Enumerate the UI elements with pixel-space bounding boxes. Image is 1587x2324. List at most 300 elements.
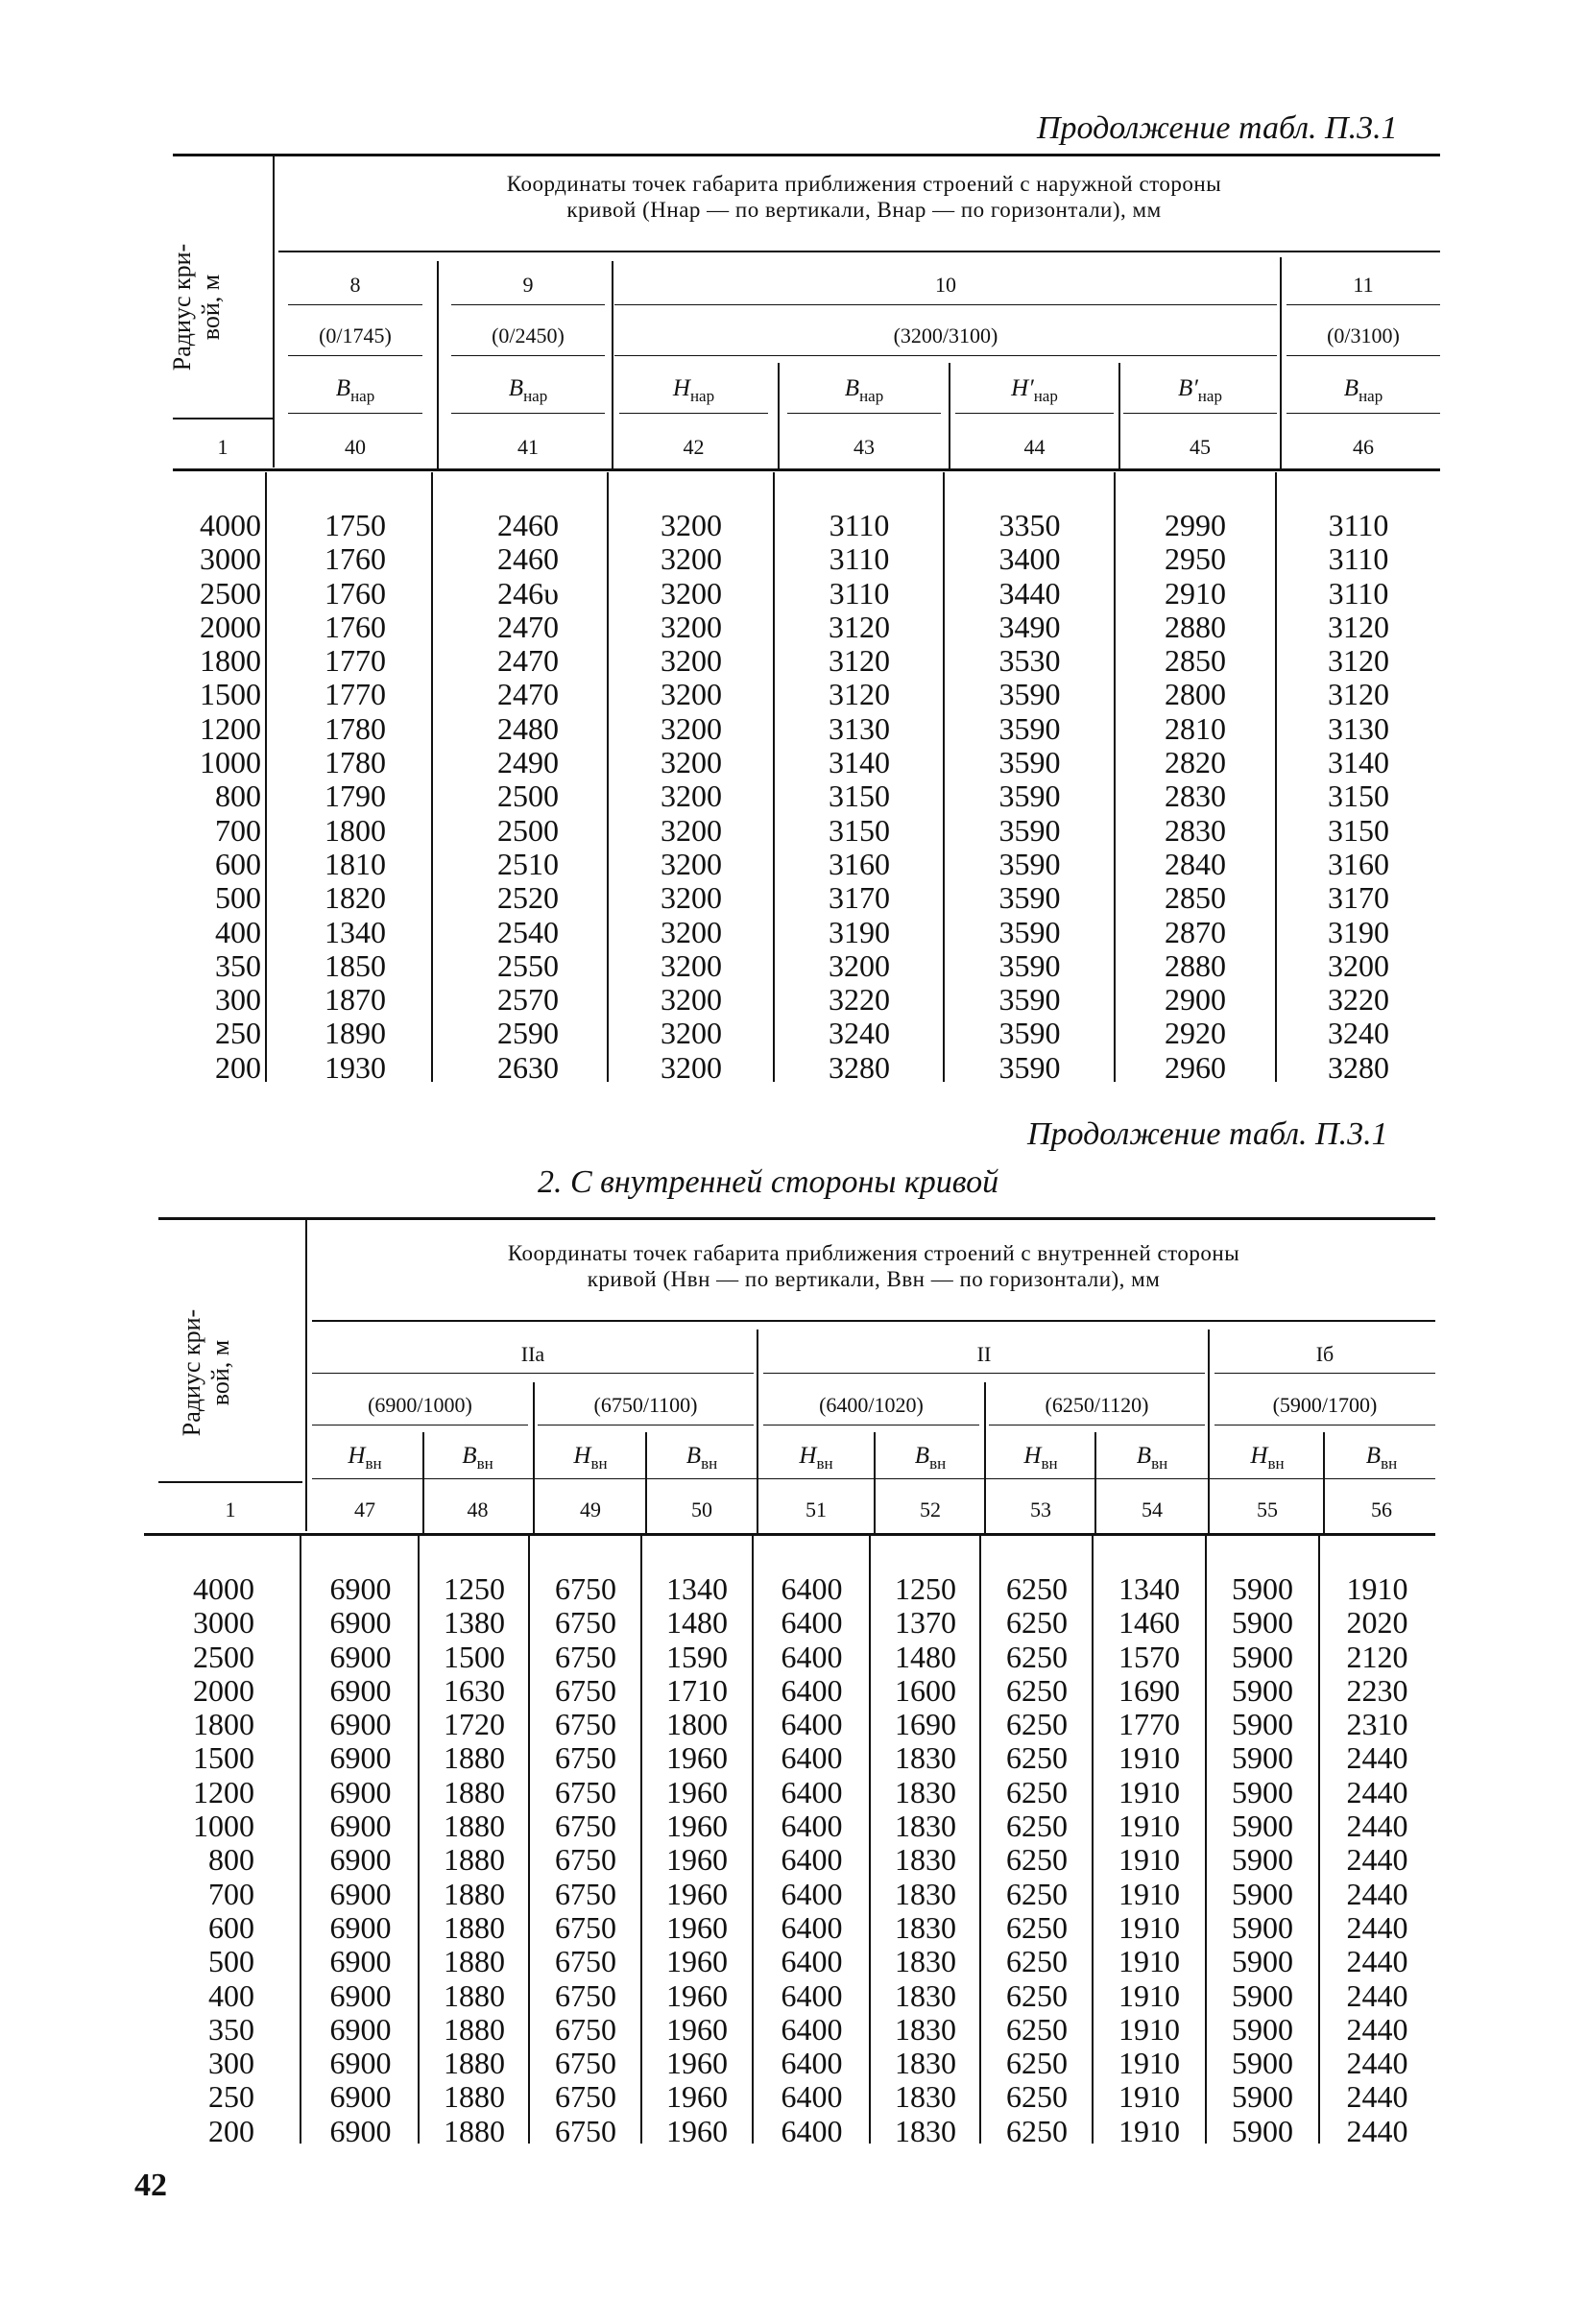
table2-column-51 bbox=[757, 1572, 867, 2148]
table2-value-cell: 6400 bbox=[781, 1639, 843, 1674]
table2-value-cell: 1830 bbox=[895, 1977, 956, 2013]
table1-value-cell: 3590 bbox=[998, 914, 1061, 949]
table2-main-header: Координаты точек габарита приближения строений с внутренней стороны кривой (Hвн — по вертикали, Bвн — по горизонтали), мм bbox=[507, 1241, 1240, 1291]
table2-radius-cell: 1200 bbox=[193, 1774, 254, 1809]
table2-group-IIa: IIа bbox=[520, 1342, 545, 1366]
table2-value-cell: 2440 bbox=[1346, 2011, 1408, 2047]
table2-stub-rule bbox=[158, 1481, 302, 1483]
table1-rule bbox=[1286, 413, 1440, 414]
table1-value-cell: 3120 bbox=[1328, 609, 1389, 644]
table2-value-cell: 6400 bbox=[781, 1605, 843, 1641]
table2-value-cell: 1880 bbox=[444, 1809, 505, 1844]
table2-radius-cell: 400 bbox=[208, 1977, 254, 2013]
table1-value-cell: 3190 bbox=[829, 914, 890, 949]
table1-column-46 bbox=[1282, 509, 1435, 1085]
table2-col-number: 1 bbox=[225, 1497, 236, 1521]
table1-value-cell: 3590 bbox=[998, 1016, 1061, 1051]
table1-value-cell: 1820 bbox=[325, 880, 386, 916]
table2-column-50 bbox=[644, 1572, 750, 2148]
table1-column-40 bbox=[288, 509, 422, 1085]
table1-value-cell: 3150 bbox=[829, 779, 890, 814]
table2-value-cell: 2440 bbox=[1346, 2113, 1408, 2148]
table1-value-cell: 3590 bbox=[998, 677, 1061, 712]
table1-value-cell: 3220 bbox=[829, 982, 890, 1018]
table2-value-cell: 1250 bbox=[895, 1571, 956, 1606]
table2-body-divider bbox=[1092, 1536, 1094, 2144]
table1-col-number: 44 bbox=[1023, 435, 1046, 459]
table1-subgroup: (0/1745) bbox=[319, 323, 392, 347]
table1-subgroup: (3200/3100) bbox=[893, 323, 998, 347]
table2-radius-cell: 800 bbox=[208, 1842, 254, 1878]
table2-column-49 bbox=[532, 1572, 639, 2148]
table2-body-divider bbox=[1318, 1536, 1320, 2144]
table1-value-cell: 2920 bbox=[1165, 1016, 1226, 1051]
table2-value-cell: 1910 bbox=[1118, 1809, 1180, 1844]
table1-radius-cell: 600 bbox=[215, 846, 261, 881]
table1-value-cell: 2470 bbox=[497, 643, 559, 679]
table2-symbol: $B_{вн}$ bbox=[1136, 1443, 1168, 1473]
table1-col-number: 42 bbox=[683, 435, 705, 459]
table2-value-cell: 5900 bbox=[1232, 1707, 1293, 1742]
table1-value-cell: 3200 bbox=[661, 812, 722, 848]
table1-value-cell: 3130 bbox=[1328, 710, 1389, 746]
table2-value-cell: 6400 bbox=[781, 1707, 843, 1742]
table1-value-cell: 2590 bbox=[497, 1016, 559, 1051]
table1-value-cell: 2460 bbox=[497, 541, 559, 577]
table2-value-cell: 6900 bbox=[329, 1672, 392, 1708]
table1-col-number: 46 bbox=[1353, 435, 1374, 459]
table1-value-cell: 1760 bbox=[325, 575, 386, 611]
table2-radius-cell: 1500 bbox=[193, 1740, 254, 1776]
table2-column-54 bbox=[1095, 1572, 1203, 2148]
table1-value-cell: 2880 bbox=[1165, 947, 1226, 983]
table2-value-cell: 1830 bbox=[895, 1944, 956, 1979]
section-title: 2. С внутренней стороны кривой bbox=[538, 1164, 999, 1200]
table1-rule bbox=[451, 355, 605, 356]
table2-col-number: 49 bbox=[580, 1497, 601, 1521]
table2-value-cell: 1960 bbox=[666, 1977, 728, 2013]
table1-value-cell: 3200 bbox=[661, 609, 722, 644]
table2-subgroup: (6400/1020) bbox=[819, 1393, 924, 1417]
table2-value-cell: 6750 bbox=[555, 1944, 616, 1979]
table2-col-number: 53 bbox=[1030, 1497, 1051, 1521]
table2-rule bbox=[312, 1373, 754, 1374]
table1-col-divider bbox=[949, 363, 950, 470]
table1-radius-header: Радиус кри- вой, м bbox=[168, 243, 225, 371]
table2-value-cell: 1830 bbox=[895, 1809, 956, 1844]
table2-value-cell: 6400 bbox=[781, 1909, 843, 1945]
table2-value-cell: 6400 bbox=[781, 1809, 843, 1844]
table2-value-cell: 1250 bbox=[444, 1571, 505, 1606]
table1-value-cell: 3350 bbox=[998, 508, 1061, 542]
table2-value-cell: 1710 bbox=[666, 1672, 728, 1708]
table2-col-number: 51 bbox=[806, 1497, 827, 1521]
table1-symbol: $B_{нар}$ bbox=[508, 375, 548, 405]
table1-value-cell: 2520 bbox=[497, 880, 559, 916]
table1-symbol: $B'_{нар}$ bbox=[1178, 375, 1222, 405]
table2-radius-cell: 300 bbox=[208, 2046, 254, 2081]
table2-value-cell: 2120 bbox=[1346, 1639, 1408, 1674]
table1-value-cell: 2900 bbox=[1165, 982, 1226, 1018]
table2-value-cell: 6750 bbox=[555, 1639, 616, 1674]
table2-symbol: $H_{вн}$ bbox=[348, 1443, 382, 1473]
table2-value-cell: 6250 bbox=[1006, 1707, 1068, 1742]
table2-body-divider bbox=[418, 1536, 420, 2144]
table2-rule bbox=[312, 1425, 528, 1426]
table2-value-cell: 2440 bbox=[1346, 1944, 1408, 1979]
table2-value-cell: 5900 bbox=[1232, 2011, 1293, 2047]
table2-value-cell: 1910 bbox=[1346, 1571, 1408, 1606]
table2-col-divider bbox=[422, 1432, 424, 1533]
table1-value-cell: 1780 bbox=[325, 710, 386, 746]
table1-value-cell: 1800 bbox=[325, 812, 386, 848]
table1-value-cell: 3590 bbox=[998, 947, 1061, 983]
table2-value-cell: 6250 bbox=[1006, 1977, 1068, 2013]
table2-value-cell: 5900 bbox=[1232, 2046, 1293, 2081]
table1-value-cell: 2830 bbox=[1165, 779, 1226, 814]
table2-value-cell: 6750 bbox=[555, 2113, 616, 2148]
table2-value-cell: 5900 bbox=[1232, 1809, 1293, 1844]
table1-value-cell: 3120 bbox=[1328, 677, 1389, 712]
table1-body-divider bbox=[431, 472, 433, 1082]
table1-col-number: 1 bbox=[217, 435, 228, 459]
table1-subgroup: (0/2450) bbox=[492, 323, 565, 347]
table1-main-header: Координаты точек габарита приближения строений с наружной стороны кривой (Hнар — по вертикали, Bнар — по горизонтали), мм bbox=[506, 172, 1222, 222]
table2-value-cell: 1800 bbox=[666, 1707, 728, 1742]
table2-value-cell: 6750 bbox=[555, 1977, 616, 2013]
table1-value-cell: 1790 bbox=[325, 779, 386, 814]
table2-value-cell: 1960 bbox=[666, 1944, 728, 1979]
table2-symbol: $B_{вн}$ bbox=[1365, 1443, 1398, 1473]
table1-value-cell: 3200 bbox=[661, 846, 722, 881]
table2-value-cell: 1720 bbox=[444, 1707, 505, 1742]
table2-col-number: 55 bbox=[1257, 1497, 1278, 1521]
table2-rule bbox=[1214, 1425, 1435, 1426]
table1-value-cell: 3200 bbox=[1328, 947, 1389, 983]
table2-value-cell: 1880 bbox=[444, 1977, 505, 2013]
table1-col-divider bbox=[1118, 363, 1120, 470]
table2-value-cell: 5900 bbox=[1232, 2113, 1293, 2148]
table1-value-cell: 2810 bbox=[1165, 710, 1226, 746]
table1-radius-cell: 1200 bbox=[200, 710, 261, 746]
table2-symbol: $H_{вн}$ bbox=[1250, 1443, 1285, 1473]
table2-value-cell: 1960 bbox=[666, 2079, 728, 2115]
table1-value-cell: 2960 bbox=[1165, 1049, 1226, 1085]
table2-value-cell: 6900 bbox=[329, 1740, 392, 1776]
table2-value-cell: 1830 bbox=[895, 2079, 956, 2115]
table1-radius-cell: 200 bbox=[215, 1049, 261, 1085]
table1-radius-cell: 700 bbox=[215, 812, 261, 848]
table1-radius-cell: 3000 bbox=[200, 541, 261, 577]
table2-value-cell: 6250 bbox=[1006, 2046, 1068, 2081]
table1-value-cell: 3120 bbox=[829, 677, 890, 712]
table2-value-cell: 6900 bbox=[329, 1944, 392, 1979]
table1-value-cell: 3110 bbox=[829, 541, 890, 577]
table2-value-cell: 1340 bbox=[666, 1571, 728, 1606]
table1-value-cell: 3280 bbox=[829, 1049, 890, 1085]
table1-value-cell: 2470 bbox=[497, 677, 559, 712]
table1-group-8: 8 bbox=[349, 273, 361, 297]
table1-subgroup: (0/3100) bbox=[1327, 323, 1400, 347]
table1-symbol: $H_{нар}$ bbox=[672, 375, 715, 405]
table1-value-cell: 2490 bbox=[497, 745, 559, 780]
table2-body-divider bbox=[869, 1536, 871, 2144]
table2-value-cell: 1830 bbox=[895, 2046, 956, 2081]
table2-value-cell: 1910 bbox=[1118, 1842, 1180, 1878]
table1-column-43 bbox=[782, 509, 936, 1085]
table2-col-number: 50 bbox=[691, 1497, 712, 1521]
table1-radius-cell: 250 bbox=[215, 1016, 261, 1051]
table1-rule bbox=[451, 304, 605, 305]
table2-value-cell: 6900 bbox=[329, 1571, 392, 1606]
table2-value-cell: 6400 bbox=[781, 1876, 843, 1911]
table1-value-cell: 3140 bbox=[829, 745, 890, 780]
table1-rule bbox=[288, 304, 422, 305]
table1-rule bbox=[1286, 304, 1440, 305]
table1-value-cell: 1890 bbox=[325, 1016, 386, 1051]
table2-value-cell: 5900 bbox=[1232, 1909, 1293, 1945]
table2-value-cell: 1830 bbox=[895, 1876, 956, 1911]
table2-value-cell: 6250 bbox=[1006, 1809, 1068, 1844]
table1-value-cell: 3590 bbox=[998, 812, 1061, 848]
table2-value-cell: 1910 bbox=[1118, 1977, 1180, 2013]
table1-value-cell: 3140 bbox=[1328, 745, 1389, 780]
table2-value-cell: 6250 bbox=[1006, 1571, 1068, 1606]
table2-col-divider bbox=[1208, 1330, 1210, 1533]
table1-rule bbox=[614, 355, 1277, 356]
table2-col-number: 54 bbox=[1142, 1497, 1163, 1521]
table2-value-cell: 1910 bbox=[1118, 1944, 1180, 1979]
table1-rule bbox=[614, 304, 1277, 305]
table2-rule bbox=[763, 1425, 979, 1426]
table2-group-Ib: Iб bbox=[1315, 1342, 1335, 1366]
table2-value-cell: 6750 bbox=[555, 1909, 616, 1945]
table2-value-cell: 6900 bbox=[329, 1876, 392, 1911]
table2-value-cell: 1880 bbox=[444, 2113, 505, 2148]
table2-value-cell: 1960 bbox=[666, 1842, 728, 1878]
table2-value-cell: 1880 bbox=[444, 1944, 505, 1979]
table1-value-cell: 3200 bbox=[661, 643, 722, 679]
table2-value-cell: 1480 bbox=[895, 1639, 956, 1674]
table2-value-cell: 6900 bbox=[329, 1909, 392, 1945]
table2-radius-cell: 500 bbox=[208, 1944, 254, 1979]
table2-col-number: 47 bbox=[354, 1497, 375, 1521]
table2-value-cell: 1830 bbox=[895, 2113, 956, 2148]
table2-value-cell: 6400 bbox=[781, 1740, 843, 1776]
table2-value-cell: 6900 bbox=[329, 1842, 392, 1878]
table2-value-cell: 6400 bbox=[781, 2046, 843, 2081]
table1-rule bbox=[1123, 413, 1277, 414]
table1-value-cell: 3590 bbox=[998, 846, 1061, 881]
table1-value-cell: 1870 bbox=[325, 982, 386, 1018]
table2-col-divider bbox=[1323, 1432, 1325, 1533]
table1-value-cell: 3120 bbox=[829, 643, 890, 679]
table1-value-cell: 1850 bbox=[325, 947, 386, 983]
table1-rule bbox=[451, 413, 605, 414]
table2-value-cell: 6750 bbox=[555, 1571, 616, 1606]
table2-radius-header: Радиус кри- вой, м bbox=[178, 1308, 234, 1437]
table2-value-cell: 6900 bbox=[329, 2011, 392, 2047]
table1-value-cell: 1340 bbox=[325, 914, 386, 949]
table2-value-cell: 6400 bbox=[781, 1571, 843, 1606]
table1-symbol: $H'_{нар}$ bbox=[1011, 375, 1058, 405]
table1-radius-cell: 4000 bbox=[200, 508, 261, 542]
table1-value-cell: 3110 bbox=[1328, 541, 1389, 577]
table2-col-divider bbox=[757, 1330, 758, 1533]
table2-value-cell: 5900 bbox=[1232, 1740, 1293, 1776]
table1-value-cell: 1760 bbox=[325, 541, 386, 577]
table1-value-cell: 3490 bbox=[998, 609, 1061, 644]
table2-value-cell: 2440 bbox=[1346, 2046, 1408, 2081]
table1-stub-divider bbox=[273, 156, 275, 467]
table2-value-cell: 5900 bbox=[1232, 1944, 1293, 1979]
table2-value-cell: 1880 bbox=[444, 1740, 505, 1776]
table1-value-cell: 3590 bbox=[998, 710, 1061, 746]
table2-value-cell: 5900 bbox=[1232, 1639, 1293, 1674]
table1-value-cell: 3200 bbox=[661, 982, 722, 1018]
table2-column-56 bbox=[1322, 1572, 1432, 2148]
table1-value-cell: 2500 bbox=[497, 779, 559, 814]
table2-value-cell: 1690 bbox=[1118, 1672, 1180, 1708]
table1-column-44 bbox=[950, 509, 1109, 1085]
table1-value-cell: 1780 bbox=[325, 745, 386, 780]
table2-radius-cell: 2000 bbox=[193, 1672, 254, 1708]
table2-radius-cell: 350 bbox=[208, 2011, 254, 2047]
table1-value-cell: 2990 bbox=[1165, 508, 1226, 542]
table1-value-cell: 2830 bbox=[1165, 812, 1226, 848]
table1-value-cell: 2820 bbox=[1165, 745, 1226, 780]
table2-value-cell: 6750 bbox=[555, 2079, 616, 2115]
table2-subgroup: (5900/1700) bbox=[1272, 1393, 1378, 1417]
table1-value-cell: 3440 bbox=[998, 575, 1061, 611]
table2-value-cell: 1830 bbox=[895, 1774, 956, 1809]
table2-value-cell: 1910 bbox=[1118, 2079, 1180, 2115]
table1-rule bbox=[288, 413, 422, 414]
table1-value-cell: 3110 bbox=[829, 508, 890, 542]
table1-radius-cell: 300 bbox=[215, 982, 261, 1018]
table2-value-cell: 1910 bbox=[1118, 2011, 1180, 2047]
table2-value-cell: 6250 bbox=[1006, 1909, 1068, 1945]
table1-col-divider bbox=[778, 363, 780, 470]
table2-value-cell: 1880 bbox=[444, 1876, 505, 1911]
table1-value-cell: 2850 bbox=[1165, 880, 1226, 916]
table2-value-cell: 1960 bbox=[666, 2046, 728, 2081]
table2-symbol: $H_{вн}$ bbox=[573, 1443, 608, 1473]
table2-value-cell: 6750 bbox=[555, 2011, 616, 2047]
table2-symbol: $B_{вн}$ bbox=[462, 1443, 493, 1473]
table2-value-cell: 6750 bbox=[555, 1707, 616, 1742]
table2-value-cell: 1590 bbox=[666, 1639, 728, 1674]
table2-value-cell: 1960 bbox=[666, 1909, 728, 1945]
table1-body-rule bbox=[173, 468, 1440, 471]
table2-value-cell: 1910 bbox=[1118, 1740, 1180, 1776]
table1-value-cell: 3110 bbox=[829, 575, 890, 611]
table2-value-cell: 5900 bbox=[1232, 1605, 1293, 1641]
table2-body-divider bbox=[300, 1536, 301, 2144]
table2-value-cell: 6900 bbox=[329, 1774, 392, 1809]
table2-column-53 bbox=[983, 1572, 1091, 2148]
table2-value-cell: 5900 bbox=[1232, 2079, 1293, 2115]
table1-rule bbox=[787, 413, 941, 414]
table1-value-cell: 2480 bbox=[497, 710, 559, 746]
table1-col-number: 45 bbox=[1190, 435, 1211, 459]
table2-value-cell: 6750 bbox=[555, 1605, 616, 1641]
table2-value-cell: 1340 bbox=[1118, 1571, 1180, 1606]
table1-group-9: 9 bbox=[522, 273, 534, 297]
table2-value-cell: 2440 bbox=[1346, 1774, 1408, 1809]
table2-value-cell: 6750 bbox=[555, 1672, 616, 1708]
table2-value-cell: 6250 bbox=[1006, 1740, 1068, 1776]
table1-body-divider bbox=[943, 472, 945, 1082]
table2-radius-cell: 2500 bbox=[193, 1639, 254, 1674]
table1-stub-rule bbox=[173, 418, 273, 419]
table1-header-rule bbox=[278, 251, 1440, 252]
table1-rule bbox=[955, 413, 1114, 414]
table1-rule bbox=[619, 413, 768, 414]
table1-value-cell: 3400 bbox=[998, 541, 1061, 577]
table1-value-cell: 2470 bbox=[497, 609, 559, 644]
table1-value-cell: 3120 bbox=[829, 609, 890, 644]
table2-value-cell: 1830 bbox=[895, 1740, 956, 1776]
table1-value-cell: 2500 bbox=[497, 812, 559, 848]
table1-radius-cell: 2000 bbox=[200, 609, 261, 644]
table2-value-cell: 2440 bbox=[1346, 1740, 1408, 1776]
table2-value-cell: 5900 bbox=[1232, 1571, 1293, 1606]
table2-value-cell: 1480 bbox=[666, 1605, 728, 1641]
table1-body-divider bbox=[773, 472, 775, 1082]
table1-value-cell: 3200 bbox=[661, 541, 722, 577]
table1-value-cell: 3170 bbox=[829, 880, 890, 916]
table1-value-cell: 3200 bbox=[661, 880, 722, 916]
table2-value-cell: 5900 bbox=[1232, 1672, 1293, 1708]
table2-value-cell: 6400 bbox=[781, 1672, 843, 1708]
table2-symbol: $H_{вн}$ bbox=[1023, 1443, 1058, 1473]
table1-value-cell: 3170 bbox=[1328, 880, 1389, 916]
table2-value-cell: 1910 bbox=[1118, 2113, 1180, 2148]
table2-value-cell: 6750 bbox=[555, 1876, 616, 1911]
table2-value-cell: 2020 bbox=[1346, 1605, 1408, 1641]
table-continuation-caption: Продолжение табл. П.3.1 bbox=[1027, 1116, 1388, 1152]
table1-value-cell: 3110 bbox=[1328, 508, 1389, 542]
table2-rule bbox=[538, 1425, 754, 1426]
table2-value-cell: 5900 bbox=[1232, 1842, 1293, 1878]
table1-value-cell: 3130 bbox=[829, 710, 890, 746]
table2-col-number: 48 bbox=[467, 1497, 489, 1521]
table2-radius-cell: 3000 bbox=[193, 1605, 254, 1641]
table2-value-cell: 1960 bbox=[666, 1876, 728, 1911]
table1-value-cell: 3200 bbox=[661, 1049, 722, 1085]
table2-value-cell: 6750 bbox=[555, 1842, 616, 1878]
table2-radius-cell: 250 bbox=[208, 2079, 254, 2115]
table1-column-41 bbox=[451, 509, 605, 1085]
table2-header-rule bbox=[312, 1320, 1435, 1322]
table2-value-cell: 6400 bbox=[781, 1774, 843, 1809]
table1-group-11: 11 bbox=[1353, 273, 1374, 297]
table2-value-cell: 6400 bbox=[781, 2113, 843, 2148]
table1-value-cell: 3200 bbox=[661, 575, 722, 611]
table1-top-rule bbox=[173, 154, 1440, 156]
table1-radius-cell: 1500 bbox=[200, 677, 261, 712]
table1-value-cell: 3240 bbox=[1328, 1016, 1389, 1051]
table1-value-cell: 3200 bbox=[661, 710, 722, 746]
table1-value-cell: 3200 bbox=[661, 745, 722, 780]
table2-value-cell: 1910 bbox=[1118, 2046, 1180, 2081]
table1-value-cell: 3160 bbox=[829, 846, 890, 881]
table2-value-cell: 2440 bbox=[1346, 2079, 1408, 2115]
table2-col-divider bbox=[1094, 1432, 1096, 1533]
table2-body-divider bbox=[752, 1536, 754, 2144]
table1-value-cell: 3220 bbox=[1328, 982, 1389, 1018]
